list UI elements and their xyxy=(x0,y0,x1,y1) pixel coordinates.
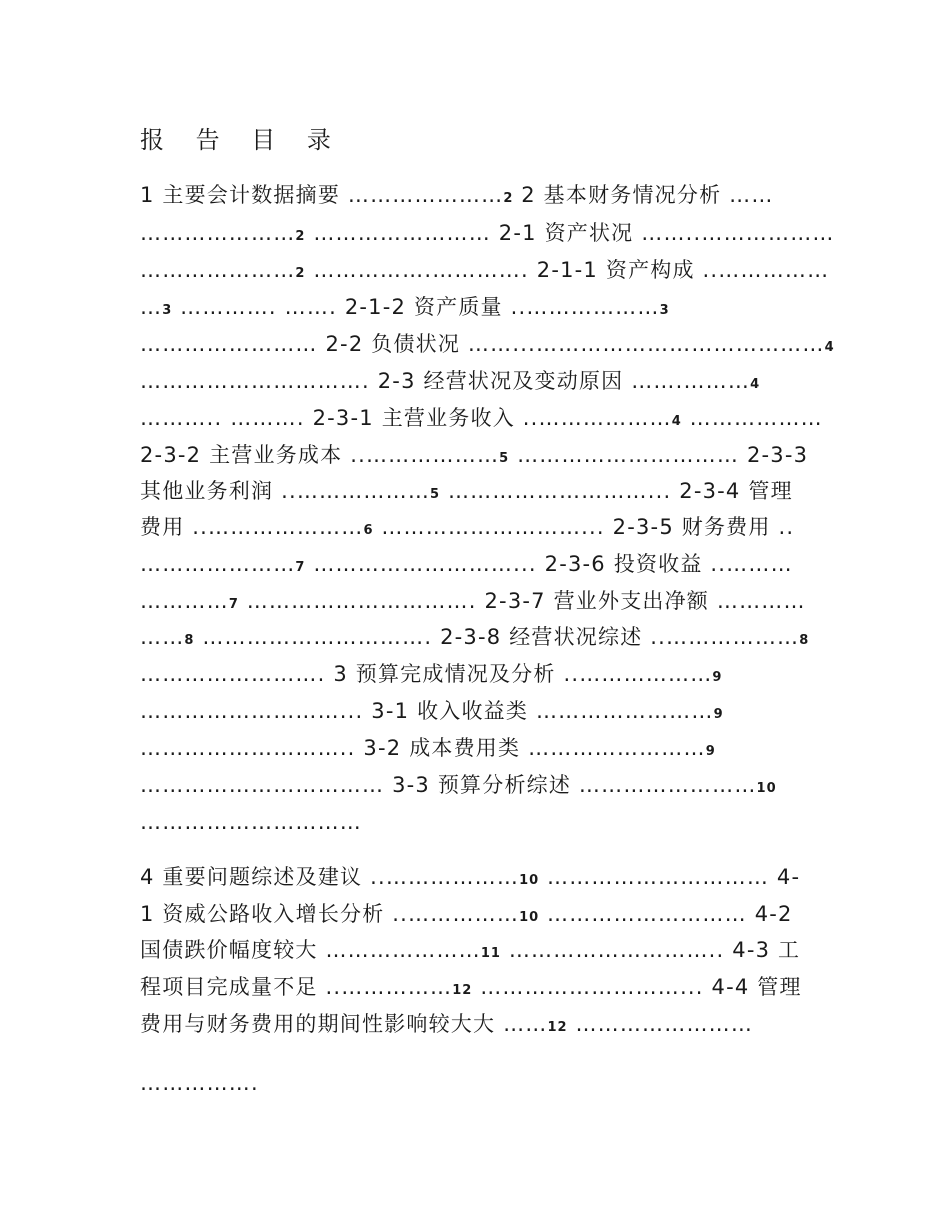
toc-line xyxy=(140,512,794,546)
toc-text: 费用与财务费用的期间性影响较大大 …… xyxy=(140,1012,548,1036)
toc-page-number: 8 xyxy=(184,633,195,648)
toc-line xyxy=(140,899,793,933)
toc-line xyxy=(140,1009,753,1043)
toc-page-number: 3 xyxy=(659,303,670,318)
toc-text: …………………………. 2-3-8 经营状况综述 ..……………… xyxy=(194,625,800,649)
toc-line xyxy=(140,862,800,896)
toc-text: 国债跌价幅度较大 ………………… xyxy=(140,938,481,962)
toc-line xyxy=(140,935,800,969)
toc-line xyxy=(140,292,670,326)
toc-text: …… xyxy=(140,625,185,649)
toc-text: …………………………. 2-3-7 营业外支出净额 ………… xyxy=(238,589,806,613)
toc-page-number: 4 xyxy=(671,414,682,429)
toc-text: ………………… xyxy=(140,552,296,576)
toc-line xyxy=(140,329,835,363)
toc-page-number: 3 xyxy=(162,303,173,318)
toc-text: 1 主要会计数据摘要 ………………… xyxy=(140,183,504,207)
toc-line xyxy=(140,696,724,730)
toc-line xyxy=(140,659,722,693)
toc-page-number: 7 xyxy=(228,597,239,612)
toc-text: … xyxy=(140,295,163,319)
toc-line xyxy=(140,733,716,767)
toc-text: ………………………... 4-4 管理 xyxy=(472,975,802,999)
toc-text: ………………… xyxy=(140,221,296,245)
toc-text: …………….…………. 2-1-1 资产构成 ..…………… xyxy=(305,258,830,282)
toc-page-number: 12 xyxy=(547,1020,568,1035)
toc-page-number: 10 xyxy=(519,873,540,888)
toc-text: ……………………… 4-2 xyxy=(539,902,793,926)
toc-text: 费用 ..………………… xyxy=(140,515,364,539)
toc-text: ……………. xyxy=(140,1071,259,1095)
toc-line xyxy=(140,972,802,1006)
toc-line xyxy=(140,218,835,252)
toc-page-number: 10 xyxy=(519,910,540,925)
toc-text: 4 重要问题综述及建议 ..……………… xyxy=(140,865,520,889)
toc-text: …………………………… 3-3 预算分析综述 …………………… xyxy=(140,773,757,797)
toc-page-number: 7 xyxy=(295,560,306,575)
toc-text: 1 资威公路收入增长分析 ..…………… xyxy=(140,902,520,926)
toc-page-number: 2 xyxy=(295,266,306,281)
toc-page-number: 11 xyxy=(480,946,501,961)
toc-line xyxy=(140,1068,259,1098)
toc-page-number: 8 xyxy=(799,633,810,648)
toc-page-number: 2 xyxy=(503,191,514,206)
toc-text: ………………………… xyxy=(140,810,362,834)
toc-page-number: 5 xyxy=(430,487,441,502)
toc-text: …………………… 2-1 资产状况 ……..……………… xyxy=(305,221,835,245)
toc-text: ………………………... 3-1 收入收益类 …………………… xyxy=(140,699,714,723)
toc-line xyxy=(140,440,808,474)
toc-page-number: 10 xyxy=(756,781,777,796)
toc-line xyxy=(140,770,777,804)
toc-text: 程项目完成量不足 ..…………… xyxy=(140,975,453,999)
toc-text: ………………………... 2-3-4 管理 xyxy=(440,479,793,503)
toc-text: ………………………... 2-3-6 投资收益 ..……… xyxy=(305,552,793,576)
toc-line xyxy=(140,549,793,583)
toc-page-number: 9 xyxy=(712,670,723,685)
report-title: 报 告 目 录 xyxy=(140,126,343,154)
toc-text: ……………………….. 3-2 成本费用类 …………………… xyxy=(140,736,706,760)
toc-line xyxy=(140,180,774,214)
toc-line xyxy=(140,366,760,400)
toc-line xyxy=(140,403,823,437)
toc-text: ………………………… 2-3-3 xyxy=(509,443,809,467)
toc-text: ………………………… 4- xyxy=(539,865,801,889)
toc-text: ……….. ………. 2-3-1 主营业务收入 ..……………… xyxy=(140,406,672,430)
toc-page-number: 5 xyxy=(499,451,510,466)
toc-text: …………………… 2-2 负债状况 ……...………………………………… xyxy=(140,332,825,356)
toc-text: ……………… xyxy=(681,406,823,430)
toc-page-number: 9 xyxy=(713,707,724,722)
toc-line xyxy=(140,255,829,289)
toc-page-number: 12 xyxy=(452,983,473,998)
toc-line xyxy=(140,807,362,837)
toc-text: 2 基本财务情况分析 …… xyxy=(513,183,774,207)
toc-text: ………… xyxy=(140,589,229,613)
toc-text: ……………………….. 4-3 工 xyxy=(500,938,801,962)
toc-text: ………………………... 2-3-5 财务费用 .. xyxy=(373,515,795,539)
toc-text: 其他业务利润 ..……………… xyxy=(140,479,431,503)
toc-text: 2-3-2 主营业务成本 ..……………… xyxy=(140,443,500,467)
toc-page-number: 2 xyxy=(295,229,306,244)
toc-line xyxy=(140,586,806,620)
toc-page-number: 4 xyxy=(824,340,835,355)
toc-line xyxy=(140,622,809,656)
toc-text: …………………………. 2-3 经营状况及变动原因 …….……… xyxy=(140,369,751,393)
toc-text: …………………… xyxy=(567,1012,754,1036)
toc-page-number: 9 xyxy=(705,744,716,759)
toc-text: …………. ……. 2-1-2 资产质量 ..……………… xyxy=(172,295,660,319)
toc-text: ………………… xyxy=(140,258,296,282)
toc-text: ……………………. 3 预算完成情况及分析 ..……………… xyxy=(140,662,713,686)
toc-line xyxy=(140,476,793,510)
toc-page-number: 4 xyxy=(750,377,761,392)
toc-page-number: 6 xyxy=(363,523,374,538)
